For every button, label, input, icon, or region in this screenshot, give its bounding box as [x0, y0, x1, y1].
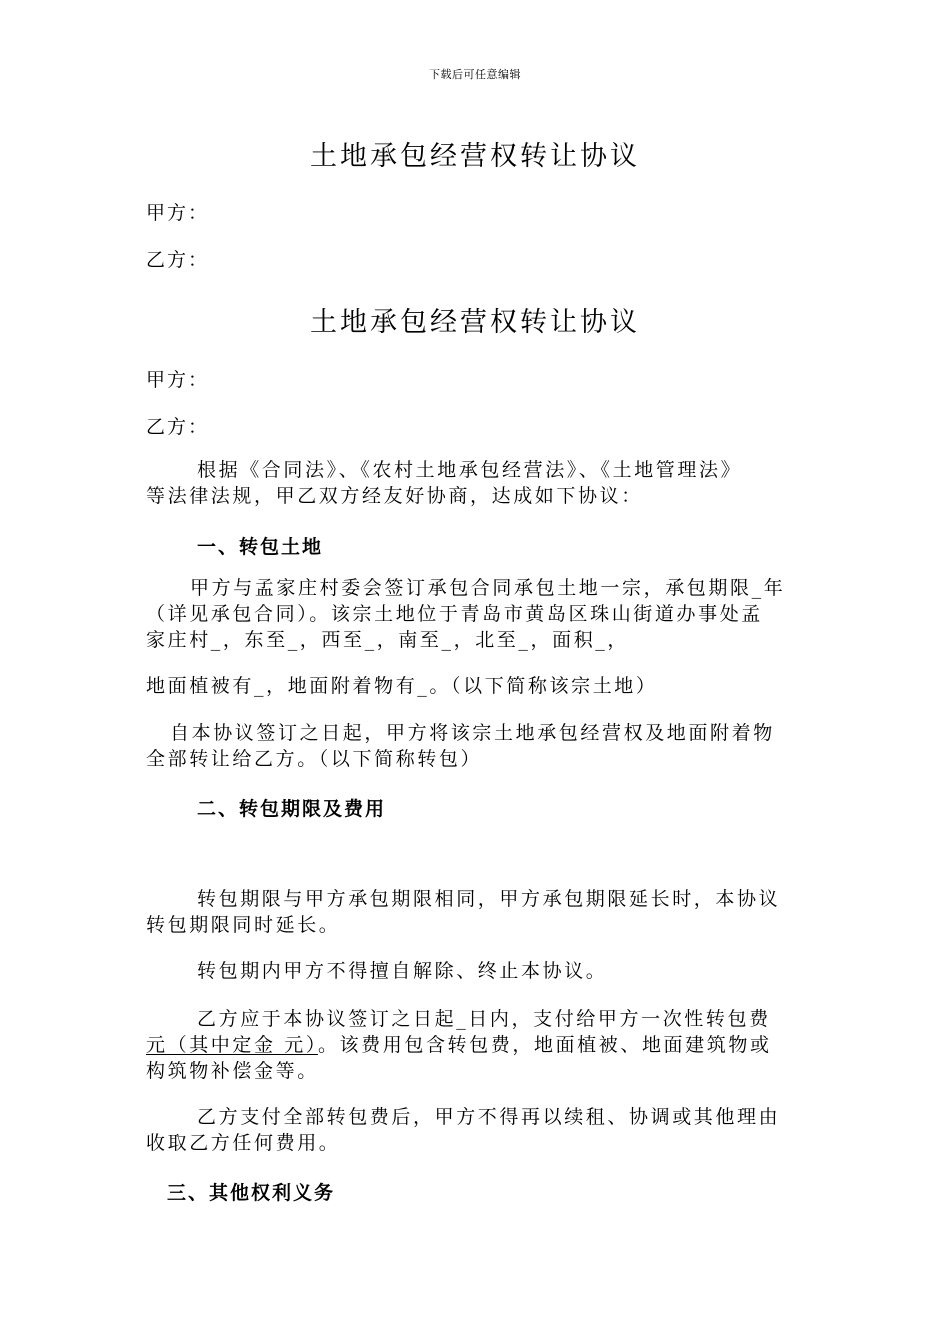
section-2-p4-line-1: 乙方支付全部转包费后，甲方不得再以续租、协调或其他理由	[197, 1106, 781, 1128]
section-2-p3-line-2	[146, 1032, 772, 1058]
document-title-repeat: 土地承包经营权转让协议	[310, 307, 640, 338]
page-header-note: 下载后可任意编辑	[429, 68, 521, 81]
intro-line-1: 根据《合同法》、《农村土地承包经营法》、《土地管理法》	[197, 459, 743, 481]
section-1-p1-line-2: （详见承包合同）。该宗土地位于青岛市黄岛区珠山街道办事处孟	[146, 603, 763, 625]
section-1-p1-line-3: 家庄村_，东至_，西至_，南至_，北至_，面积_，	[146, 629, 630, 651]
party-b-label-repeat: 乙方：	[146, 416, 210, 438]
party-a-label: 甲方：	[146, 202, 210, 224]
section-2-p2-line-1: 转包期内甲方不得擅自解除、终止本协议。	[197, 960, 608, 982]
section-3-heading: 三、其他权利义务	[167, 1182, 336, 1204]
section-2-p3-line-3: 构筑物补偿金等。	[146, 1060, 319, 1082]
section-2-p4-line-2: 收取乙方任何费用。	[146, 1132, 341, 1154]
section-1-p2-line-1: 地面植被有_，地面附着物有_。（以下简称该宗土地）	[146, 675, 658, 697]
party-a-label-repeat: 甲方：	[146, 369, 210, 391]
section-2-p3-line-2-rest: 。该费用包含转包费，地面植被、地面建筑物或	[317, 1034, 772, 1056]
party-b-label: 乙方：	[146, 249, 210, 271]
intro-line-2: 等法律法规，甲乙双方经友好协商，达成如下协议：	[146, 485, 643, 507]
section-1-p3-line-2: 全部转让给乙方。（以下简称转包）	[146, 748, 483, 770]
section-1-heading: 一、转包土地	[197, 536, 324, 558]
section-1-p1-line-1: 甲方与孟家庄村委会签订承包合同承包土地一宗，承包期限_年	[190, 577, 786, 599]
section-2-p1-line-1: 转包期限与甲方承包期限相同，甲方承包期限延长时，本协议	[197, 888, 781, 910]
document-title: 土地承包经营权转让协议	[310, 141, 640, 172]
section-2-heading: 二、转包期限及费用	[197, 798, 387, 820]
section-1-p3-line-1: 自本协议签订之日起，甲方将该宗土地承包经营权及地面附着物	[170, 722, 775, 744]
deposit-amount-underlined: 元（其中定金 元）	[146, 1034, 318, 1056]
section-2-p3-line-1: 乙方应于本协议签订之日起_日内，支付给甲方一次性转包费	[197, 1008, 771, 1030]
section-2-p1-line-2: 转包期限同时延长。	[146, 914, 341, 936]
